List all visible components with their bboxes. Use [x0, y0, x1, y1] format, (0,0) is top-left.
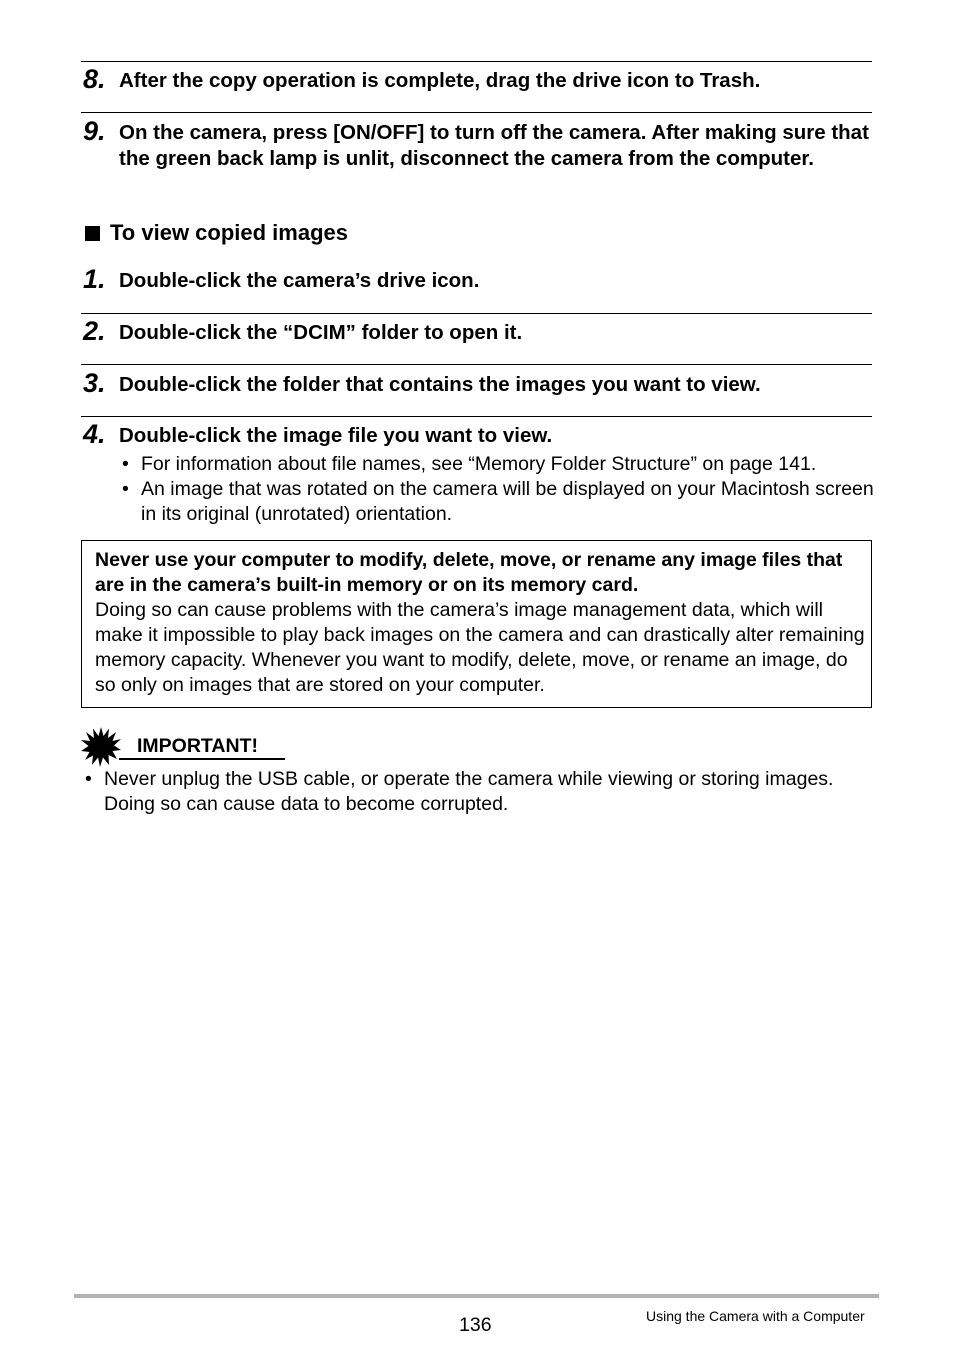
step-text: After the copy operation is complete, drag the drive icon to Trash.: [119, 69, 761, 92]
step-text: Double-click the “DCIM” folder to open it.: [119, 321, 523, 344]
step-text: On the camera, press [ON/OFF] to turn off the camera. After making sure that the green back lamp is unlit, disconnect the camera from the computer.: [119, 121, 869, 170]
list-item: [120, 477, 880, 527]
footer-rule: [74, 1294, 879, 1298]
starburst-icon: [81, 727, 121, 767]
important-heading: [81, 727, 286, 763]
step-number: 8.: [83, 64, 106, 94]
section-title: To view copied images: [110, 220, 348, 245]
step-text: Double-click the folder that contains the images you want to view.: [119, 373, 761, 396]
step-number: 3.: [83, 368, 106, 398]
step-text: Double-click the image file you want to view.: [119, 424, 553, 447]
list-item: [85, 767, 875, 817]
section-heading: [85, 219, 348, 247]
page-number: 136: [459, 1314, 492, 1336]
list-item-text: An image that was rotated on the camera will be displayed on your Macintosh screen in its original (unrotated) orientation.: [141, 478, 874, 525]
divider: [81, 61, 872, 62]
step-number: 9.: [83, 116, 106, 146]
step-text: Double-click the camera’s drive icon.: [119, 269, 480, 292]
list-item-text: For information about file names, see “Memory Folder Structure” on page 141.: [141, 453, 817, 475]
step-number: 4.: [83, 419, 106, 449]
divider: [81, 416, 872, 417]
warning-box: [81, 540, 872, 708]
step-number: 1.: [83, 264, 106, 294]
list-item-text: Never unplug the USB cable, or operate the camera while viewing or storing images. Doing so can cause data to become corrupted.: [104, 768, 834, 815]
step-number: 2.: [83, 316, 106, 346]
important-label: IMPORTANT!: [137, 735, 258, 757]
important-list: [85, 767, 875, 817]
divider: [81, 313, 872, 314]
important-underline: [119, 758, 285, 760]
warning-body: Doing so can cause problems with the camera’s image management data, which will make it impossible to play back images on the camera and can drastically alter remaining memory capacity. Whenever you want to modify, delete, move, or rename an image, do so only on images that are stored on your computer.: [95, 599, 865, 696]
chapter-title: Using the Camera with a Computer: [646, 1308, 865, 1324]
list-item: [120, 452, 880, 477]
warning-title: Never use your computer to modify, delete, move, or rename any image files that are in the camera’s built-in memory or on its memory card.: [95, 549, 843, 596]
divider: [81, 112, 872, 113]
bullet-dot: •: [122, 453, 129, 475]
step-4-notes: [120, 452, 880, 527]
square-bullet-icon: [85, 226, 100, 241]
divider: [81, 364, 872, 365]
bullet-dot: •: [122, 478, 129, 500]
bullet-dot: •: [85, 768, 92, 790]
